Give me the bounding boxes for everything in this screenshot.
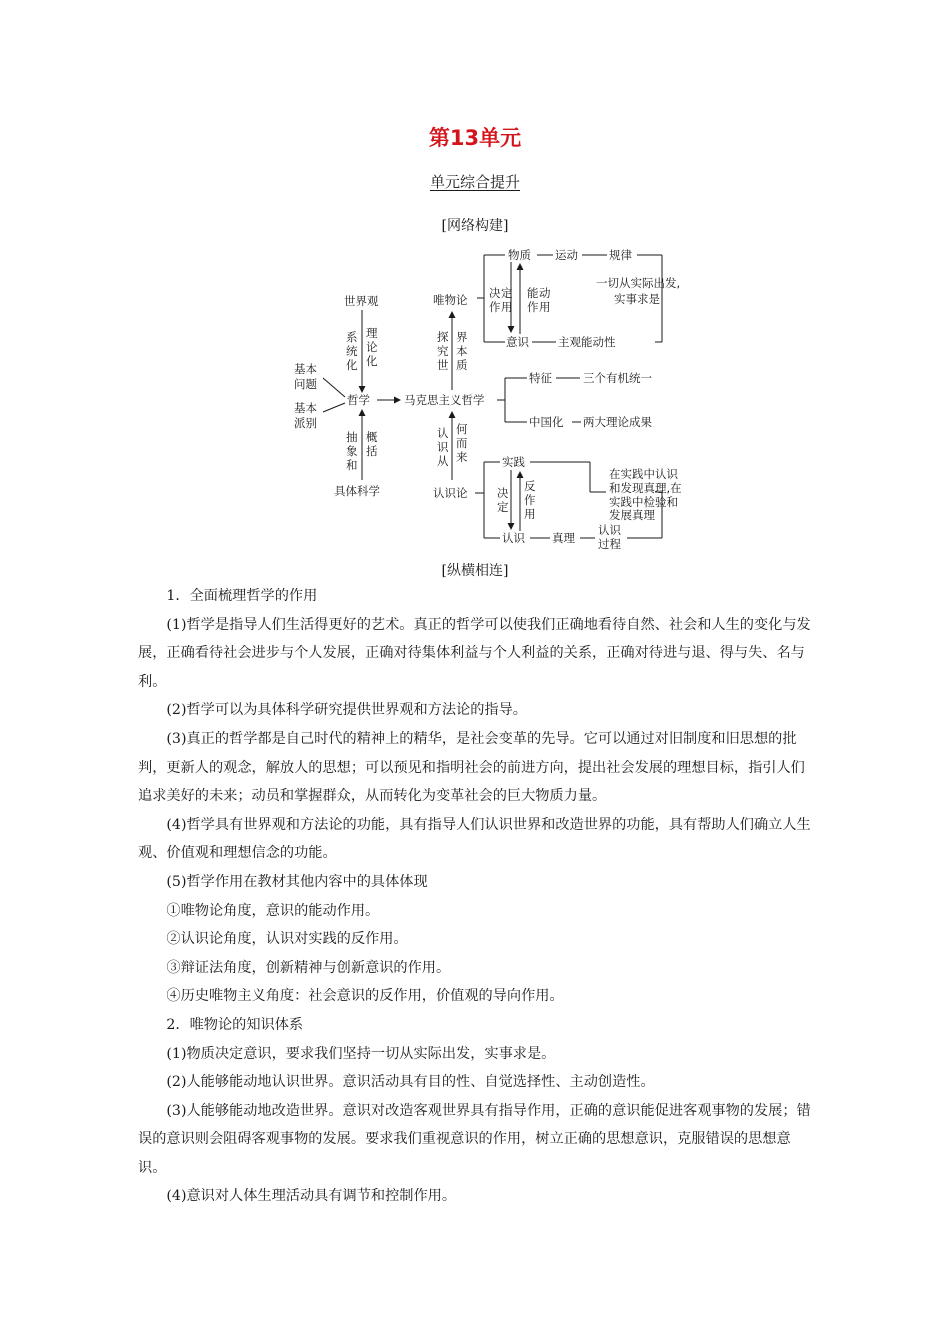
label-explore-world-2: 究: [437, 344, 449, 358]
label-systematization-2: 统: [346, 344, 358, 358]
node-motion: 运动: [555, 248, 578, 262]
content-body: [138, 582, 814, 1211]
label-determines-4: 用: [501, 300, 513, 314]
label-cognition-from-2: 识: [437, 440, 449, 454]
node-specific-science: 具体科学: [334, 484, 380, 498]
node-features: 特征: [529, 371, 552, 385]
content-paragraph: ③辩证法角度，创新精神与创新意识的作用。: [166, 959, 451, 976]
node-materialism: 唯物论: [433, 293, 468, 307]
label-determines-2: 定: [501, 286, 513, 300]
node-consciousness: 意识: [506, 335, 529, 349]
label-world-essence-3: 质: [456, 358, 468, 372]
node-two-theories: 两大理论成果: [583, 415, 652, 429]
label-abstraction-3: 和: [346, 458, 358, 472]
node-truth: 真理: [552, 531, 575, 545]
label-theorization-2: 论: [366, 340, 378, 354]
node-seek-truth-2: 实事求是: [614, 292, 660, 306]
label-cognition-from-1: 认: [437, 426, 449, 440]
node-truth-practice-4: 发展真理: [609, 508, 655, 522]
content-paragraph: (3)人能够能动地改造世界。意识对改造客观世界具有指导作用，正确的意识能促进客观事物的发展；错误的意识则会阻碍客观事物的发展。要求我们重视意识的作用，树立正确的思想意识，克服错误的思想意识。: [138, 1102, 811, 1176]
content-paragraph: ①唯物论角度，意识的能动作用。: [166, 902, 380, 919]
label-abstraction-2: 象: [346, 444, 358, 458]
content-paragraph: (1)哲学是指导人们生活得更好的艺术。真正的哲学可以使我们正确地看待自然、社会和人生的变化与发展，正确看待社会进步与个人发展，正确对待集体利益与个人利益的关系，正确对待进与退、得与失、名与利。: [138, 616, 811, 690]
label-world-essence-2: 本: [456, 344, 468, 358]
concept-map-diagram: [0, 0, 950, 580]
label-explore-world-3: 世: [437, 358, 449, 372]
label-generalization-2: 括: [366, 444, 378, 458]
page-title: 第13单元: [428, 126, 522, 150]
node-truth-practice-3: 实践中检验和: [609, 495, 678, 509]
label-theorization-1: 理: [366, 326, 378, 340]
node-three-unities: 三个有机统一: [583, 371, 652, 385]
node-marxism: 马克思主义哲学: [404, 393, 485, 407]
content-paragraph: (2)哲学可以为具体科学研究提供世界观和方法论的指导。: [166, 702, 527, 719]
label-reaction-2: 作: [524, 493, 536, 507]
label-reaction-1: 反: [524, 479, 536, 493]
content-paragraph: (5)哲学作用在教材其他内容中的具体体现: [166, 873, 428, 890]
node-cognition-process-1: 认识: [598, 523, 621, 537]
label-explore-world-1: 探: [437, 330, 449, 344]
label-dynamic-role-1: 能: [527, 286, 539, 300]
label-reaction-3: 用: [524, 507, 536, 521]
content-section-label: [纵横相连]: [441, 563, 509, 579]
node-worldview: 世界观: [344, 294, 379, 308]
label-determines-1: 决: [489, 286, 501, 300]
node-basic-school-2: 派别: [294, 416, 317, 430]
label-cognition-from-3: 从: [437, 454, 449, 468]
node-matter: 物质: [508, 248, 531, 262]
node-basic-school-1: 基本: [294, 401, 317, 415]
label-determines-b-1: 决: [497, 486, 509, 500]
node-practice: 实践: [502, 455, 525, 469]
label-abstraction-1: 抽: [346, 430, 358, 444]
label-theorization-3: 化: [366, 354, 378, 368]
content-paragraph: (4)意识对人体生理活动具有调节和控制作用。: [166, 1188, 457, 1205]
label-determines-3: 作: [489, 300, 501, 314]
content-paragraph: (2)人能够能动地认识世界。意识活动具有目的性、自觉选择性、主动创造性。: [166, 1074, 655, 1091]
label-dynamic-role-4: 用: [539, 300, 551, 314]
diagram-section-label: [网络构建]: [441, 218, 509, 234]
node-truth-practice-1: 在实践中认识: [609, 467, 678, 481]
subtitle-text: 单元综合提升: [429, 173, 520, 191]
content-paragraph: (3)真正的哲学都是自己时代的精神上的精华，是社会变革的先导。它可以通过对旧制度和旧思想的批判，更新人的观念，解放人的思想；可以预见和指明社会的前进方向，提出社会发展的理想目标，指引人们追求美好的未来；动员和掌握群众，从而转化为变革社会的巨大物质力量。: [138, 730, 805, 805]
content-paragraph: (1)物质决定意识，要求我们坚持一切从实际出发，实事求是。: [166, 1045, 556, 1062]
label-dynamic-role-2: 动: [539, 286, 551, 300]
label-where-from-2: 而: [456, 436, 468, 450]
label-determines-b-2: 定: [497, 500, 509, 514]
label-generalization-1: 概: [366, 430, 378, 444]
label-systematization-3: 化: [346, 358, 358, 372]
node-basic-question-2: 问题: [294, 377, 317, 391]
content-paragraph: ②认识论角度，认识对实践的反作用。: [166, 931, 408, 948]
content-paragraph: ④历史唯物主义角度：社会意识的反作用，价值观的导向作用。: [166, 988, 564, 1005]
label-where-from-3: 来: [456, 450, 468, 464]
node-subjective-initiative: 主观能动性: [558, 335, 616, 349]
label-systematization-1: 系: [346, 330, 358, 344]
label-where-from-1: 何: [456, 422, 468, 436]
node-seek-truth-1: 一切从实际出发,: [596, 276, 681, 290]
node-cognition: 认识: [502, 531, 525, 545]
content-paragraph: 1．全面梳理哲学的作用: [166, 588, 318, 604]
node-basic-question-1: 基本: [294, 362, 317, 376]
node-law: 规律: [609, 248, 632, 262]
node-epistemology: 认识论: [433, 486, 468, 500]
node-philosophy: 哲学: [347, 393, 370, 407]
node-sinicization: 中国化: [529, 415, 564, 429]
node-cognition-process-2: 过程: [598, 537, 621, 551]
node-truth-practice-2: 和发现真理,在: [609, 481, 682, 495]
content-paragraph: (4)哲学具有世界观和方法论的功能，具有指导人们认识世界和改造世界的功能，具有帮助人们确立人生观、价值观和理想信念的功能。: [138, 816, 811, 862]
label-world-essence-1: 界: [456, 330, 468, 344]
label-dynamic-role-3: 作: [527, 300, 539, 314]
content-paragraph: 2．唯物论的知识体系: [166, 1016, 304, 1033]
